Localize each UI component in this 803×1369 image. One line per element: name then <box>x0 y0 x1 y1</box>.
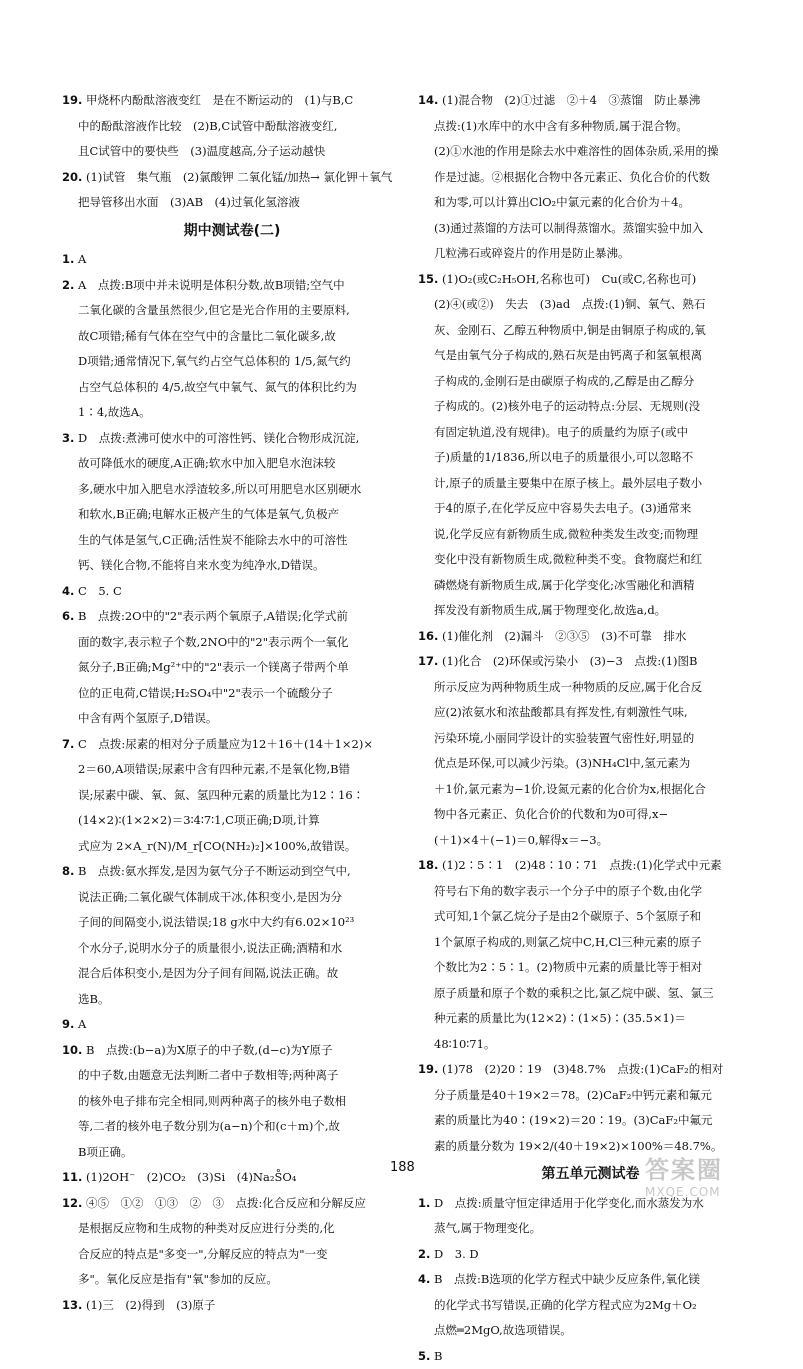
question-number: 5. <box>418 1349 430 1363</box>
question-number: 15. <box>418 272 438 286</box>
answer-line <box>418 1344 763 1369</box>
answer-line <box>418 726 763 752</box>
answer-line <box>62 502 402 528</box>
answer-line <box>418 1006 763 1032</box>
answer-line <box>62 885 402 911</box>
answer-line <box>418 573 763 599</box>
answer-text: 1∶4,故选A。 <box>78 405 151 419</box>
answer-text: ＋1价,氯元素为−1价,设氮元素的化合价为x,根据化合 <box>434 782 706 796</box>
answer-line <box>62 910 402 936</box>
question-number: 11. <box>62 1170 82 1184</box>
question-number: 13. <box>62 1298 82 1312</box>
answer-item <box>62 732 402 860</box>
answer-item <box>62 1293 402 1319</box>
answer-text: A <box>78 1017 86 1031</box>
question-number: 19. <box>62 93 82 107</box>
question-number: 9. <box>62 1017 74 1031</box>
answer-line <box>62 375 402 401</box>
answer-line <box>418 216 763 242</box>
answer-line <box>418 675 763 701</box>
answer-text: 素的质量分数为 19×2/(40＋19×2)×100%＝48.7%。 <box>434 1139 722 1153</box>
answer-text: 个数比为2∶5∶1。(2)物质中元素的质量比等于相对 <box>434 960 702 974</box>
watermark-top: 答案圈 <box>645 1150 785 1185</box>
answer-line <box>418 828 763 854</box>
answer-item <box>62 247 402 273</box>
answer-text: 和为零,可以计算出ClO₂中氯元素的化合价为＋4。 <box>434 195 690 209</box>
question-number: 1. <box>62 252 74 266</box>
answer-line <box>62 1063 402 1089</box>
page-number: 188 <box>390 1160 415 1175</box>
answer-text: 选B。 <box>78 992 109 1006</box>
answer-text: B 点拨:氨水挥发,是因为氨气分子不断运动到空气中, <box>78 864 351 878</box>
answer-text: 是根据反应物和生成物的种类对反应进行分类的,化 <box>78 1221 335 1235</box>
question-number: 1. <box>418 1196 430 1210</box>
answer-text: 挥发没有新物质生成,属于物理变化,故选a,d。 <box>434 603 666 617</box>
answer-line <box>62 681 402 707</box>
answer-line <box>62 324 402 350</box>
answer-line <box>62 190 402 216</box>
answer-text: 分子质量是40＋19×2＝78。(2)CaF₂中钙元素和氟元 <box>434 1088 712 1102</box>
answer-text: 把导管移出水面 (3)AB (4)过氧化氢溶液 <box>78 195 300 209</box>
answer-item <box>62 1191 402 1293</box>
answer-text: C 5. C <box>78 584 122 598</box>
question-number: 18. <box>418 858 438 872</box>
answer-text: 二氧化碳的含量虽然很少,但它是光合作用的主要原料, <box>78 303 350 317</box>
question-number: 17. <box>418 654 438 668</box>
answer-text: 子构成的,金刚石是由碳原子构成的,乙醇是由乙醇分 <box>434 374 694 388</box>
answer-text: (1)化合 (2)环保或污染小 (3)−3 点拨:(1)图B <box>442 654 697 668</box>
answer-line <box>418 1083 763 1109</box>
question-number: 20. <box>62 170 82 184</box>
answer-text: 说法正确;二氧化碳气体制成干冰,体积变小,是因为分 <box>78 890 342 904</box>
answer-line <box>418 114 763 140</box>
answer-line <box>62 961 402 987</box>
answer-line <box>62 1216 402 1242</box>
question-number: 8. <box>62 864 74 878</box>
answer-line <box>418 981 763 1007</box>
answer-text: 式应为 2×A_r(N)/M_r[CO(NH₂)₂]×100%,故错误。 <box>78 839 356 853</box>
answer-line <box>418 139 763 165</box>
question-number: 4. <box>418 1272 430 1286</box>
answer-line <box>418 700 763 726</box>
answer-text: 物中各元素正、负化合价的代数和为0可得,x− <box>434 807 668 821</box>
answer-item <box>62 604 402 732</box>
answer-item <box>418 1242 763 1268</box>
answer-line <box>62 1242 402 1268</box>
answer-line <box>418 1108 763 1134</box>
answer-text: 计,原子的质量主要集中在原子核上。最外层电子数小 <box>434 476 702 490</box>
answer-line <box>62 451 402 477</box>
answer-text: B <box>434 1349 442 1363</box>
answer-item <box>418 853 763 1057</box>
answer-text: 应(2)浓氨水和浓盐酸都具有挥发性,有刺激性气味, <box>434 705 688 719</box>
answer-text: 有固定轨道,没有规律)。电子的质量约为原子(或中 <box>434 425 688 439</box>
answer-line <box>418 802 763 828</box>
question-number: 10. <box>62 1043 82 1057</box>
answer-line <box>62 834 402 860</box>
answer-line <box>418 522 763 548</box>
answer-text: 2＝60,A项错误;尿素中含有四种元素,不是氧化物,B错 <box>78 762 350 776</box>
answer-text: 子间的间隔变小,说法错误;18 g水中大约有6.02×10²³ <box>78 915 354 929</box>
answer-line <box>418 496 763 522</box>
answer-line <box>62 987 402 1013</box>
question-number: 2. <box>62 278 74 292</box>
answer-text: 合反应的特点是"多变一",分解反应的特点为"一变 <box>78 1247 328 1261</box>
answer-text: 多"。氧化反应是指有"氧"参加的反应。 <box>78 1272 278 1286</box>
answer-line <box>62 1165 402 1191</box>
answer-text: 子构成的。(2)核外电子的运动特点:分层、无规则(没 <box>434 399 700 413</box>
answer-item <box>418 267 763 624</box>
answer-text: ④⑤ ①② ①③ ② ③ 点拨:化合反应和分解反应 <box>86 1196 366 1210</box>
answer-line <box>418 879 763 905</box>
answer-text: 灰、金刚石、乙醇五种物质中,铜是由铜原子构成的,氧 <box>434 323 706 337</box>
answer-item <box>62 165 402 216</box>
answer-text: 蒸气,属于物理变化。 <box>434 1221 541 1235</box>
answer-line <box>418 190 763 216</box>
answer-text: 误;尿素中碳、氧、氮、氢四种元素的质量比为12∶16∶ <box>78 788 364 802</box>
answer-line <box>62 165 402 191</box>
answer-line <box>418 649 763 675</box>
watermark-bottom: MXQE.COM <box>645 1185 785 1199</box>
answer-line <box>418 853 763 879</box>
answer-text: 污染环境,小丽同学设计的实验装置气密性好,明显的 <box>434 731 694 745</box>
answer-text: 符号右下角的数字表示一个分子中的原子个数,由化学 <box>434 884 702 898</box>
question-number: 2. <box>418 1247 430 1261</box>
answer-line <box>62 757 402 783</box>
answer-line <box>418 904 763 930</box>
answer-line <box>62 604 402 630</box>
answer-line <box>418 547 763 573</box>
answer-text: 所示反应为两种物质生成一种物质的反应,属于化合反 <box>434 680 702 694</box>
answer-line <box>418 1293 763 1319</box>
answer-text: 变化中没有新物质生成,微粒种类不变。食物腐烂和红 <box>434 552 702 566</box>
answer-line <box>62 630 402 656</box>
watermark-logo <box>645 1150 785 1196</box>
answer-item <box>62 1038 402 1166</box>
answer-line <box>418 318 763 344</box>
section-title: 期中测试卷(二) <box>62 219 402 245</box>
answer-item <box>62 273 402 426</box>
answer-line <box>418 1032 763 1058</box>
answer-text: A 点拨:B项中并未说明是体积分数,故B项错;空气中 <box>78 278 345 292</box>
answer-text: 磷燃烧有新物质生成,属于化学变化;冰雪融化和酒精 <box>434 578 695 592</box>
answer-line <box>62 1089 402 1115</box>
answer-text: (1)三 (2)得到 (3)原子 <box>86 1298 215 1312</box>
answer-text: D项错;通常情况下,氧气约占空气总体积的 1/5,氮气约 <box>78 354 351 368</box>
answer-item <box>62 1012 402 1038</box>
answer-line <box>62 400 402 426</box>
answer-line <box>62 808 402 834</box>
answer-text: (1)78 (2)20∶19 (3)48.7% 点拨:(1)CaF₂的相对 <box>442 1062 723 1076</box>
answer-line <box>62 273 402 299</box>
answer-text: (＋1)×4＋(−1)＝0,解得x＝−3。 <box>434 833 608 847</box>
answer-text: (1)试管 集气瓶 (2)氯酸钾 二氧化锰/加热→ 氯化钾＋氧气 <box>86 170 392 184</box>
answer-text: 钙、镁化合物,不能将自来水变为纯净水,D错误。 <box>78 558 325 572</box>
answer-line <box>62 1140 402 1166</box>
answer-text: 故C项错;稀有气体在空气中的含量比二氧化碳多,故 <box>78 329 336 343</box>
answer-text: 种元素的质量比为(12×2)∶(1×5)∶(35.5×1)＝ <box>434 1011 686 1025</box>
answer-text: 气是由氧气分子构成的,熟石灰是由钙离子和氢氧根离 <box>434 348 702 362</box>
answer-line <box>62 247 402 273</box>
answer-text: (1)2∶5∶1 (2)48∶10∶71 点拨:(1)化学式中元素 <box>442 858 722 872</box>
answer-text: 中含有两个氢原子,D错误。 <box>78 711 217 725</box>
answer-line <box>62 349 402 375</box>
answer-text: 占空气总体积的 4/5,故空气中氧气、氮气的体积比约为 <box>78 380 357 394</box>
question-number: 12. <box>62 1196 82 1210</box>
answer-text: 且C试管中的要快些 (3)温度越高,分子运动越快 <box>78 144 325 158</box>
answer-line <box>62 1012 402 1038</box>
answer-line <box>418 471 763 497</box>
answer-text: 氮分子,B正确;Mg²⁺中的"2"表示一个镁离子带两个单 <box>78 660 349 674</box>
question-number: 19. <box>418 1062 438 1076</box>
answer-text: 说,化学反应有新物质生成,微粒种类发生改变;而物理 <box>434 527 698 541</box>
answer-line <box>62 139 402 165</box>
answer-line <box>62 783 402 809</box>
answer-line <box>418 445 763 471</box>
answer-text: 等,二者的核外电子数分别为(a−n)个和(c＋m)个,故 <box>78 1119 340 1133</box>
answer-line <box>418 343 763 369</box>
answer-text: 点燃═2MgO,故选项错误。 <box>434 1323 572 1337</box>
answer-item <box>62 426 402 579</box>
answer-text: (3)通过蒸馏的方法可以制得蒸馏水。蒸馏实验中加入 <box>434 221 703 235</box>
answer-line <box>418 598 763 624</box>
answer-text: (14×2)∶(1×2×2)＝3∶4∶7∶1,C项正确;D项,计算 <box>78 813 320 827</box>
answer-item <box>62 579 402 605</box>
answer-text: 多,硬水中加入肥皂水浮渣较多,所以可用肥皂水区别硬水 <box>78 482 361 496</box>
answer-text: 生的气体是氢气,C正确;活性炭不能除去水中的可溶性 <box>78 533 347 547</box>
answer-line <box>418 241 763 267</box>
answer-text: 于4的原子,在化学反应中容易失去电子。(3)通常来 <box>434 501 691 515</box>
section-title: 第五单元测试卷 <box>418 1162 763 1188</box>
question-number: 6. <box>62 609 74 623</box>
question-number: 7. <box>62 737 74 751</box>
answer-line <box>418 624 763 650</box>
answer-line <box>62 936 402 962</box>
answer-text: D 点拨:质量守恒定律适用于化学变化,而水蒸发为水 <box>434 1196 704 1210</box>
answer-text: 点拨:(1)水库中的水中含有多种物质,属于混合物。 <box>434 119 688 133</box>
answer-text: 甲烧杯内酚酞溶液变红 是在不断运动的 (1)与B,C <box>86 93 353 107</box>
answer-item <box>62 1165 402 1191</box>
answer-text: 故可降低水的硬度,A正确;软水中加入肥皂水泡沫较 <box>78 456 335 470</box>
answer-text: 位的正电荷,C错误;H₂SO₄中"2"表示一个硫酸分子 <box>78 686 333 700</box>
answer-line <box>418 1057 763 1083</box>
answer-line <box>62 706 402 732</box>
answer-text: (2)④(或②) 失去 (3)ad 点拨:(1)铜、氧气、熟石 <box>434 297 705 311</box>
answer-text: B 点拨:B选项的化学方程式中缺少反应条件,氧化镁 <box>434 1272 700 1286</box>
answer-line <box>418 267 763 293</box>
answer-text: 素的质量比为40∶(19×2)＝20∶19。(3)CaF₂中氟元 <box>434 1113 713 1127</box>
answer-text: (2)①水池的作用是除去水中难溶性的固体杂质,采用的操 <box>434 144 718 158</box>
answer-line <box>62 655 402 681</box>
answer-text: 个水分子,说明水分子的质量很小,说法正确;酒精和水 <box>78 941 342 955</box>
answer-text: 中的酚酞溶液作比较 (2)B,C试管中酚酞溶液变红, <box>78 119 337 133</box>
answer-line <box>418 88 763 114</box>
answer-text: 式可知,1个氯乙烷分子是由2个碳原子、5个氢原子和 <box>434 909 701 923</box>
answer-text: 和软水,B正确;电解水正极产生的气体是氧气,负极产 <box>78 507 339 521</box>
answer-line <box>418 369 763 395</box>
answer-line <box>62 528 402 554</box>
answer-line <box>418 777 763 803</box>
answer-item <box>418 624 763 650</box>
answer-line <box>418 165 763 191</box>
answer-text: (1)2OH⁻ (2)CO₂ (3)Si (4)Na₂S̊O₄ <box>86 1170 296 1184</box>
answer-text: 48∶10∶71。 <box>434 1037 495 1051</box>
answer-item <box>62 88 402 165</box>
answer-line <box>418 1267 763 1293</box>
answer-item <box>418 1057 763 1159</box>
answer-line <box>62 553 402 579</box>
answer-line <box>418 292 763 318</box>
answer-item <box>418 88 763 267</box>
answer-text: 的核外电子排布完全相同,则两种离子的核外电子数相 <box>78 1094 346 1108</box>
answer-item <box>418 1344 763 1369</box>
answer-line <box>62 1114 402 1140</box>
answer-text: 子)质量的1/1836,所以电子的质量很小,可以忽略不 <box>434 450 693 464</box>
answer-line <box>418 1318 763 1344</box>
answer-line <box>418 955 763 981</box>
answer-text: (1)O₂(或C₂H₅OH,名称也可) Cu(或C,名称也可) <box>442 272 696 286</box>
answer-line <box>62 579 402 605</box>
answer-line <box>62 88 402 114</box>
answer-text: (1)混合物 (2)①过滤 ②＋4 ③蒸馏 防止暴沸 <box>442 93 700 107</box>
answer-item <box>418 649 763 853</box>
answer-text: 几粒沸石或碎瓷片的作用是防止暴沸。 <box>434 246 630 260</box>
left-column <box>62 88 402 1318</box>
answer-line <box>62 114 402 140</box>
answer-line <box>62 298 402 324</box>
answer-text: 的中子数,由题意无法判断二者中子数相等;两种离子 <box>78 1068 339 1082</box>
answer-line <box>62 1293 402 1319</box>
answer-text: D 点拨:煮沸可使水中的可溶性钙、镁化合物形成沉淀, <box>78 431 359 445</box>
answer-text: C 点拨:尿素的相对分子质量应为12＋16＋(14＋1×2)× <box>78 737 373 751</box>
answer-item <box>62 859 402 1012</box>
answer-line <box>62 859 402 885</box>
answer-line <box>418 751 763 777</box>
answer-line <box>62 1267 402 1293</box>
answer-text: (1)催化剂 (2)漏斗 ②③⑤ (3)不可靠 排水 <box>442 629 686 643</box>
answer-text: B 点拨:(b−a)为X原子的中子数,(d−c)为Y原子 <box>86 1043 333 1057</box>
answer-text: B项正确。 <box>78 1145 132 1159</box>
answer-text: 1个氯原子构成的,则氯乙烷中C,H,Cl三种元素的原子 <box>434 935 702 949</box>
answer-text: D 3. D <box>434 1247 479 1261</box>
answer-line <box>418 394 763 420</box>
answer-text: 的化学式书写错误,正确的化学方程式应为2Mg＋O₂ <box>434 1298 697 1312</box>
answer-line <box>62 477 402 503</box>
answer-line <box>62 732 402 758</box>
answer-text: 面的数字,表示粒子个数,2NO中的"2"表示两个一氧化 <box>78 635 349 649</box>
answer-item <box>418 1267 763 1344</box>
answer-line <box>62 1191 402 1217</box>
answer-line <box>62 1038 402 1064</box>
answer-text: 作是过滤。②根据化合物中各元素正、负化合价的代数 <box>434 170 710 184</box>
question-number: 3. <box>62 431 74 445</box>
question-number: 16. <box>418 629 438 643</box>
answer-line <box>418 1242 763 1268</box>
answer-text: 优点是环保,可以减少污染。(3)NH₄Cl中,氢元素为 <box>434 756 690 770</box>
answer-line <box>62 426 402 452</box>
answer-text: A <box>78 252 86 266</box>
answer-line <box>418 420 763 446</box>
answer-line <box>418 1216 763 1242</box>
answer-text: 混合后体积变小,是因为分子间有间隔,说法正确。故 <box>78 966 338 980</box>
question-number: 4. <box>62 584 74 598</box>
question-number: 14. <box>418 93 438 107</box>
answer-text: B 点拨:2O中的"2"表示两个氧原子,A错误;化学式前 <box>78 609 348 623</box>
answer-text: 原子质量和原子个数的乘积之比,氯乙烷中碳、氢、氯三 <box>434 986 714 1000</box>
answer-line <box>418 930 763 956</box>
